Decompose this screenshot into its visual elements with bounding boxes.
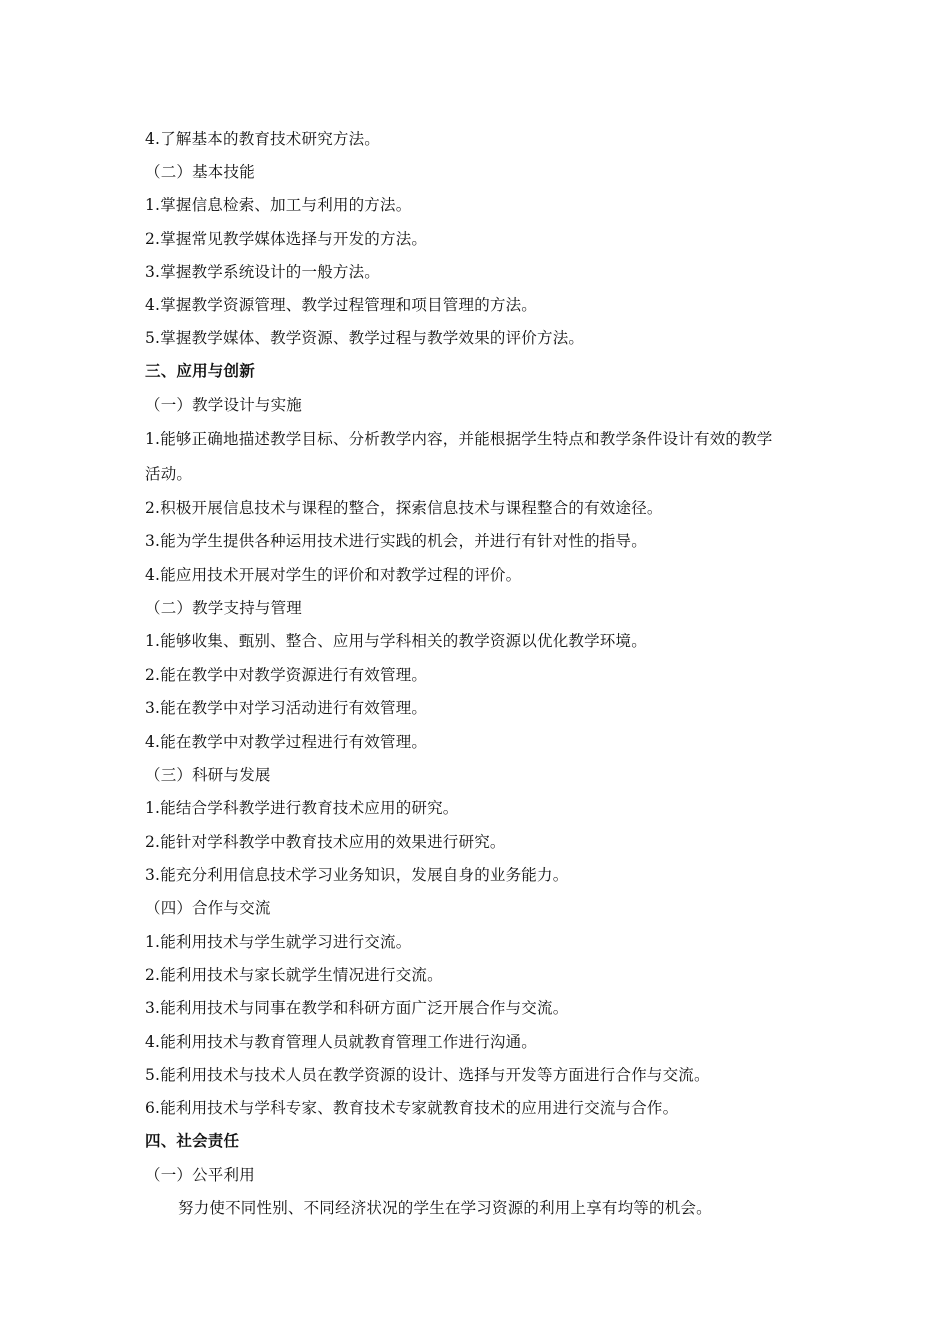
item-line: 2.掌握常见教学媒体选择与开发的方法。: [145, 230, 428, 248]
subsection-heading: （二）教学支持与管理: [145, 599, 303, 617]
item-line: 3.能利用技术与同事在教学和科研方面广泛开展合作与交流。: [145, 999, 569, 1017]
item-line: 6.能利用技术与学科专家、教育技术专家就教育技术的应用进行交流与合作。: [145, 1099, 679, 1117]
item-line: 4.能应用技术开展对学生的评价和对教学过程的评价。: [145, 566, 522, 584]
item-line: 2.能利用技术与家长就学生情况进行交流。: [145, 966, 443, 984]
item-line: 3.掌握教学系统设计的一般方法。: [145, 263, 380, 281]
subsection-heading: （二）基本技能: [145, 163, 255, 181]
item-line: 1.能够正确地描述教学目标、分析教学内容，并能根据学生特点和教学条件设计有效的教学: [145, 430, 773, 448]
section-heading: 四、社会责任: [145, 1132, 240, 1150]
paragraph-text: 努力使不同性别、不同经济状况的学生在学习资源的利用上享有均等的机会。: [178, 1199, 712, 1217]
item-line: 4.能在教学中对教学过程进行有效管理。: [145, 733, 428, 751]
item-line: 5.能利用技术与技术人员在教学资源的设计、选择与开发等方面进行合作与交流。: [145, 1066, 710, 1084]
item-line: 1.能利用技术与学生就学习进行交流。: [145, 933, 412, 951]
subsection-heading: （四）合作与交流: [145, 899, 271, 917]
item-line: 3.能充分利用信息技术学习业务知识，发展自身的业务能力。: [145, 866, 569, 884]
subsection-heading: （一）公平利用: [145, 1166, 255, 1184]
item-line: 2.能针对学科教学中教育技术应用的效果进行研究。: [145, 833, 506, 851]
item-line: 2.积极开展信息技术与课程的整合，探索信息技术与课程整合的有效途径。: [145, 499, 663, 517]
item-line: 4.了解基本的教育技术研究方法。: [145, 130, 380, 148]
item-line: 5.掌握教学媒体、教学资源、教学过程与教学效果的评价方法。: [145, 329, 585, 347]
item-line: 1.能结合学科教学进行教育技术应用的研究。: [145, 799, 459, 817]
item-line: 2.能在教学中对教学资源进行有效管理。: [145, 666, 428, 684]
item-line: 4.能利用技术与教育管理人员就教育管理工作进行沟通。: [145, 1033, 537, 1051]
item-line: 1.能够收集、甄别、整合、应用与学科相关的教学资源以优化教学环境。: [145, 632, 647, 650]
item-line: 1.掌握信息检索、加工与利用的方法。: [145, 196, 412, 214]
subsection-heading: （一）教学设计与实施: [145, 396, 303, 414]
item-line-continuation: 活动。: [145, 465, 193, 483]
item-line: 4.掌握教学资源管理、教学过程管理和项目管理的方法。: [145, 296, 537, 314]
item-line: 3.能为学生提供各种运用技术进行实践的机会，并进行有针对性的指导。: [145, 532, 647, 550]
item-line: 3.能在教学中对学习活动进行有效管理。: [145, 699, 428, 717]
subsection-heading: （三）科研与发展: [145, 766, 271, 784]
section-heading: 三、应用与创新: [145, 362, 255, 380]
